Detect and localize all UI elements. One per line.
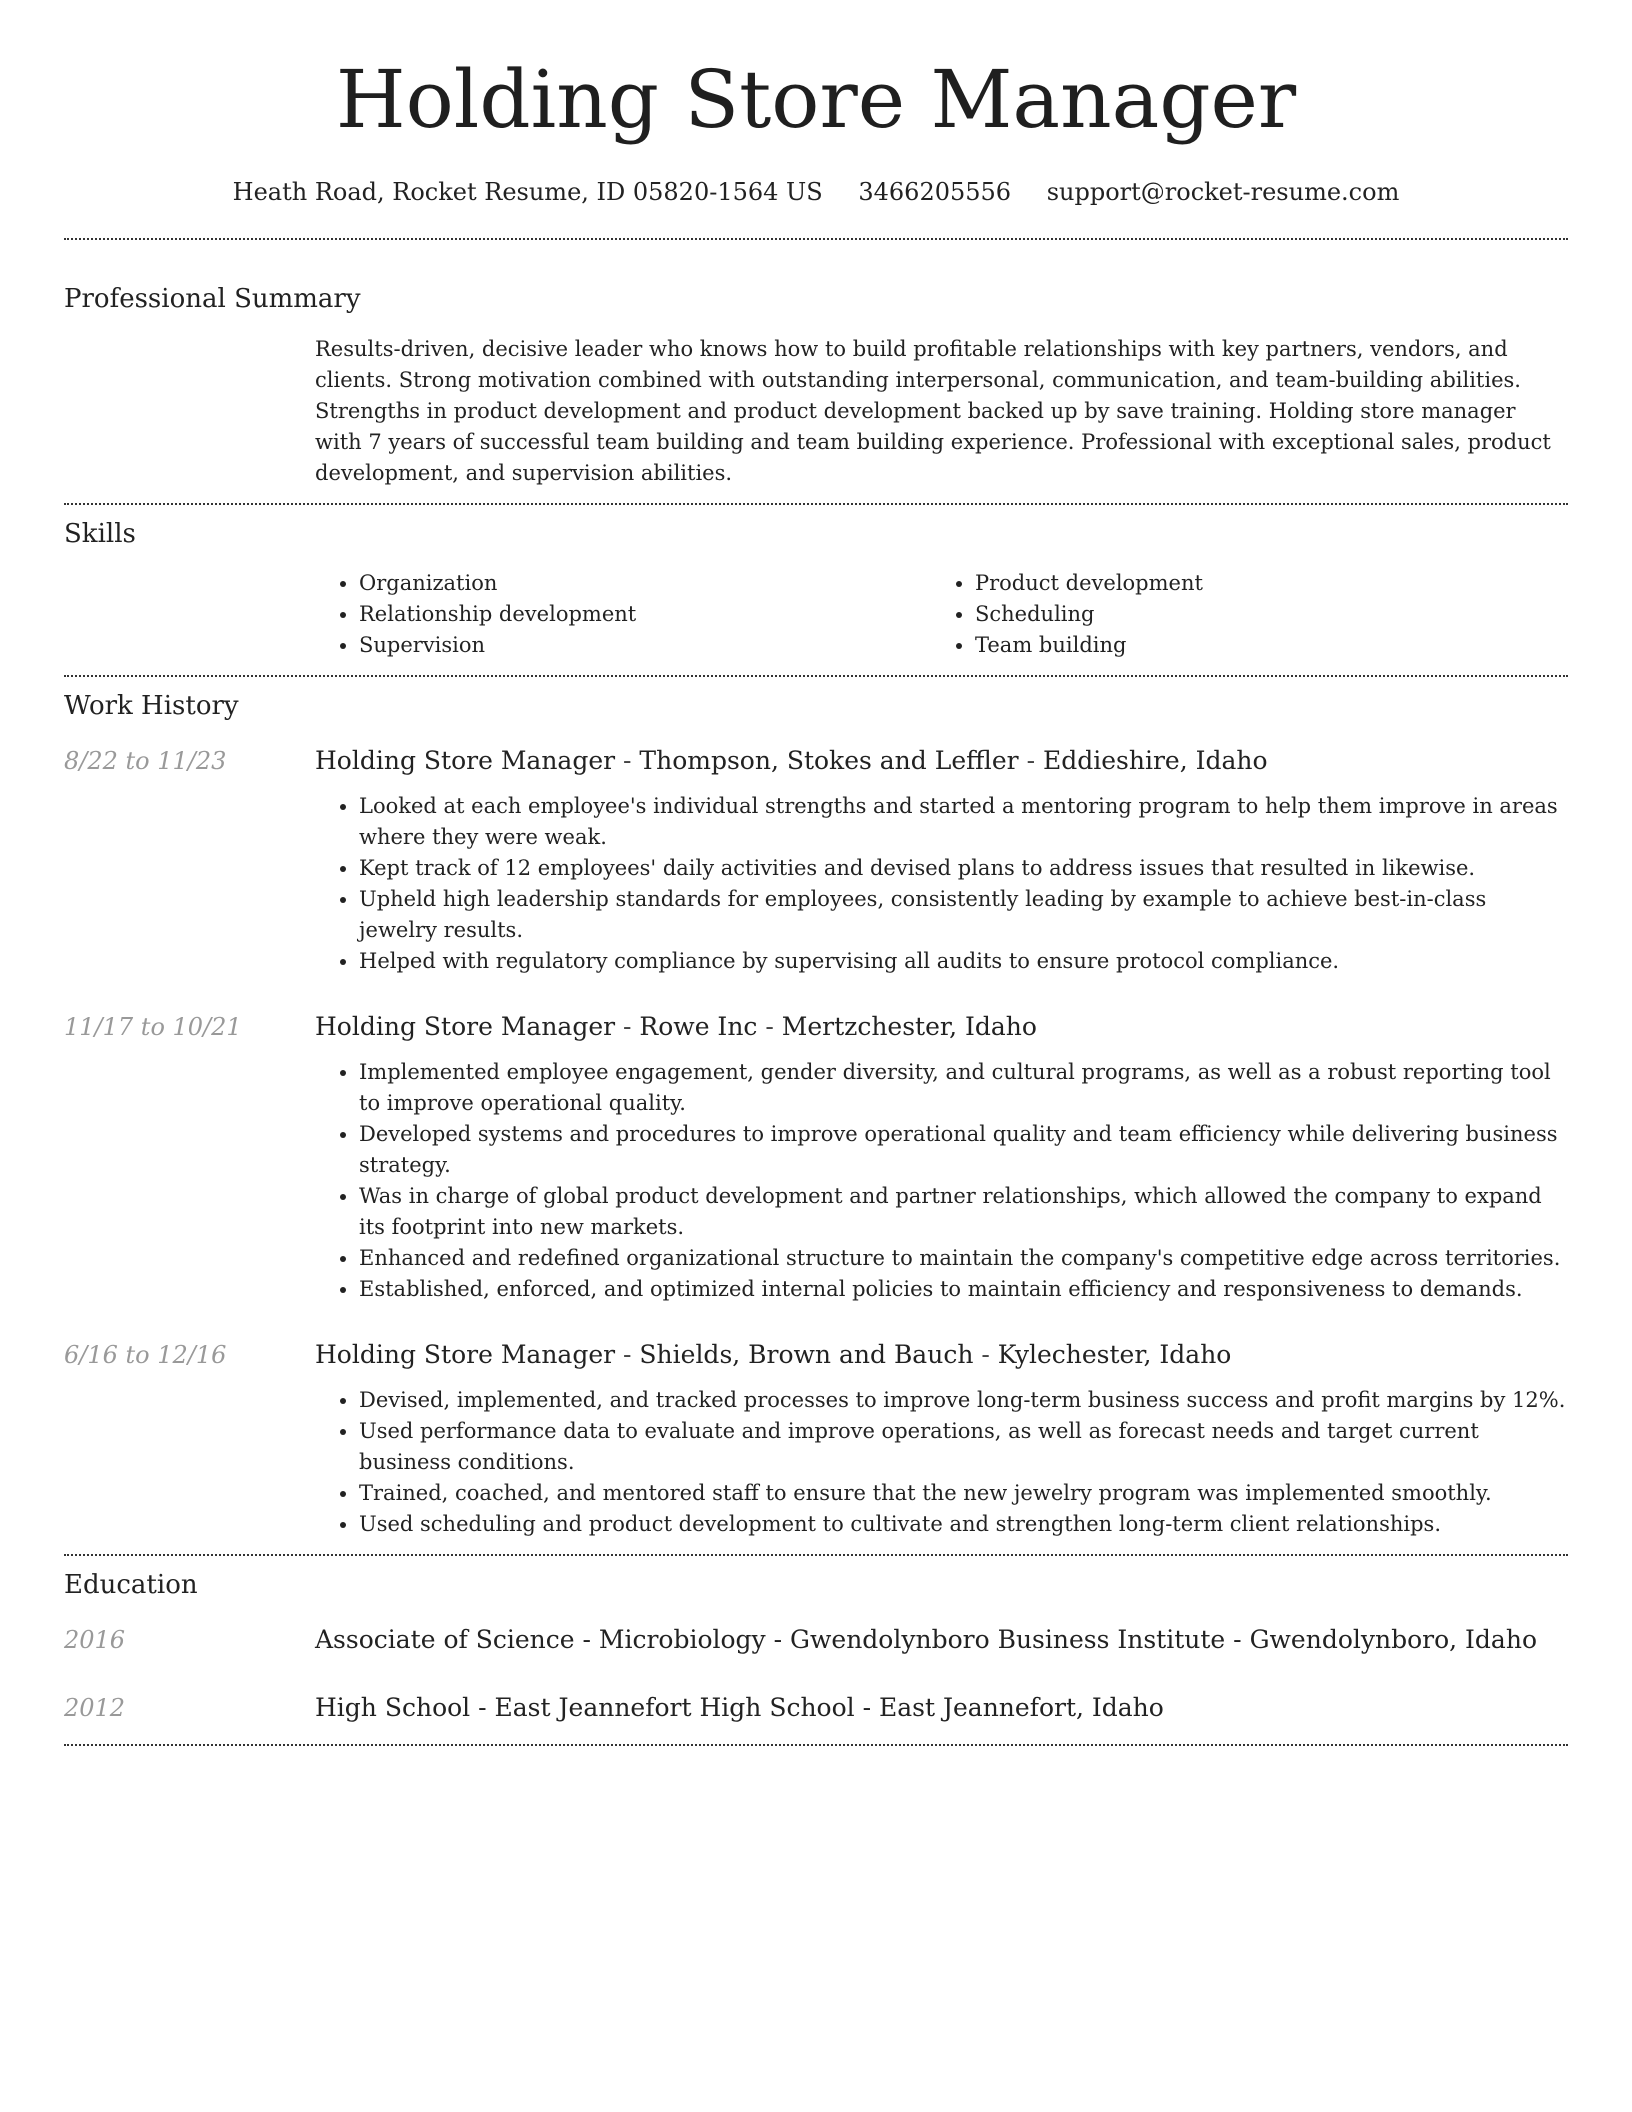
job-location: Kylechester, Idaho	[997, 1340, 1232, 1369]
contact-phone: 3466205556	[858, 178, 1012, 206]
summary-title: Professional Summary	[64, 284, 361, 314]
job-role: Holding Store Manager	[315, 746, 616, 775]
job-bullet: • Developed systems and procedures to improve operational quality and team efficiency while delivering business strategy.	[359, 1119, 1568, 1181]
job-bullets	[315, 1385, 1568, 1540]
skills-list-right	[931, 568, 1203, 661]
job-bullet: • Helped with regulatory compliance by supervising all audits to ensure protocol compliance.	[359, 946, 1568, 977]
job-bullet: • Devised, implemented, and tracked processes to improve long-term business success and profit margins by 12%.	[359, 1385, 1568, 1416]
work-title: Work History	[64, 691, 239, 721]
job-bullet: • Implemented employee engagement, gender diversity, and cultural programs, as well as a robust reporting tool to improve operational quality.	[359, 1057, 1568, 1119]
job-bullet: • Enhanced and redefined organizational structure to maintain the company's competitive edge across territories.	[359, 1243, 1568, 1274]
job-entry	[64, 1339, 1568, 1540]
education-heading: High School - East Jeannefort High School - East Jeannefort, Idaho	[315, 1693, 1164, 1722]
job-dates: 8/22 to 11/23	[64, 747, 227, 775]
skills-title: Skills	[64, 519, 136, 549]
candidate-name: Holding Store Manager	[335, 53, 1297, 146]
education-degree: High School	[315, 1693, 471, 1722]
job-bullets	[315, 1057, 1568, 1305]
education-year: 2012	[64, 1694, 126, 1722]
job-role: Holding Store Manager	[315, 1012, 616, 1041]
education-school: East Jeannefort High School	[494, 1693, 855, 1722]
job-entry	[64, 745, 1568, 977]
job-heading: Holding Store Manager - Rowe Inc - Mertzchester, Idaho	[315, 1012, 1037, 1041]
education-degree: Associate of Science - Microbiology	[315, 1625, 766, 1654]
job-heading: Holding Store Manager - Thompson, Stokes and Leffler - Eddieshire, Idaho	[315, 746, 1268, 775]
skill-item: • Scheduling	[975, 599, 1203, 630]
education-location: Gwendolynboro, Idaho	[1249, 1625, 1537, 1654]
education-school: Gwendolynboro Business Institute	[790, 1625, 1226, 1654]
job-bullet: • Kept track of 12 employees' daily activities and devised plans to address issues that resulted in likewise.	[359, 853, 1568, 884]
education-heading: Associate of Science - Microbiology - Gwendolynboro Business Institute - Gwendolynboro, Idaho	[315, 1625, 1537, 1654]
skills-grid	[315, 568, 1568, 661]
skill-item: • Product development	[975, 568, 1203, 599]
skill-item: • Relationship development	[359, 599, 931, 630]
job-dates: 6/16 to 12/16	[64, 1341, 227, 1369]
contact-email: support@rocket-resume.com	[1046, 178, 1400, 206]
contact-address: Heath Road, Rocket Resume, ID 05820-1564 US	[232, 178, 823, 206]
job-company: Shields, Brown and Bauch	[639, 1340, 974, 1369]
summary-text: Results-driven, decisive leader who knows how to build profitable relationships with key partners, vendors, and clients. Strong motivation combined with outstanding interpersonal, communication, and team-building abilities. Strengths in product development and product development backed up by save training. Holding store manager with 7 years of successful team building and team building experience. Professional with exceptional sales, product development, and supervision abilities.	[315, 337, 1551, 485]
job-entry	[64, 1011, 1568, 1305]
job-bullet: • Was in charge of global product development and partner relationships, which allowed the company to expand its footprint into new markets.	[359, 1181, 1568, 1243]
education-entry	[64, 1624, 1568, 1656]
contact-line	[64, 176, 1568, 208]
education-divider	[64, 1744, 1568, 1746]
job-location: Mertzchester, Idaho	[781, 1012, 1037, 1041]
job-bullet: • Trained, coached, and mentored staff to ensure that the new jewelry program was implemented smoothly.	[359, 1478, 1568, 1509]
skill-item: • Team building	[975, 630, 1203, 661]
job-location: Eddieshire, Idaho	[1042, 746, 1268, 775]
skill-item: • Organization	[359, 568, 931, 599]
job-bullet: • Used scheduling and product development to cultivate and strengthen long-term client relationships.	[359, 1509, 1568, 1540]
job-company: Thompson, Stokes and Leffler	[639, 746, 1019, 775]
job-company: Rowe Inc	[639, 1012, 758, 1041]
job-bullet: • Upheld high leadership standards for employees, consistently leading by example to achieve best-in-class jewelry results.	[359, 884, 1568, 946]
education-title: Education	[64, 1570, 198, 1600]
education-location: East Jeannefort, Idaho	[879, 1693, 1164, 1722]
education-section	[64, 1556, 1568, 1724]
skills-section	[64, 505, 1568, 661]
education-year: 2016	[64, 1626, 126, 1654]
skills-list-left	[315, 568, 931, 661]
job-bullet: • Looked at each employee's individual strengths and started a mentoring program to help them improve in areas where they were weak.	[359, 791, 1568, 853]
summary-section	[64, 240, 1568, 489]
job-role: Holding Store Manager	[315, 1340, 616, 1369]
job-dates: 11/17 to 10/21	[64, 1013, 242, 1041]
work-section	[64, 677, 1568, 1540]
job-bullet: • Used performance data to evaluate and improve operations, as well as forecast needs and target current business conditions.	[359, 1416, 1568, 1478]
job-bullets	[315, 791, 1568, 977]
skill-item: • Supervision	[359, 630, 931, 661]
resume-header	[64, 0, 1568, 208]
job-heading: Holding Store Manager - Shields, Brown and Bauch - Kylechester, Idaho	[315, 1340, 1232, 1369]
education-entry	[64, 1692, 1568, 1724]
job-bullet: • Established, enforced, and optimized internal policies to maintain efficiency and responsiveness to demands.	[359, 1274, 1568, 1305]
